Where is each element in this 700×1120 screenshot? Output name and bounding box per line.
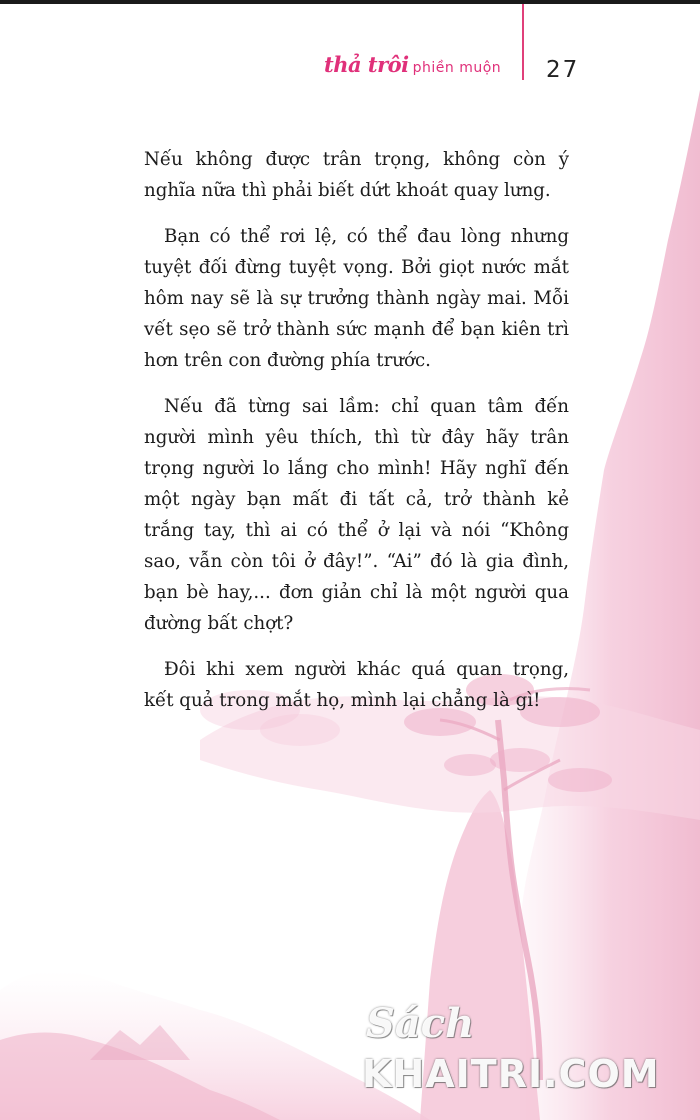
paragraph: Nếu đã từng sai lầm: chỉ quan tâm đến người mình yêu thích, thì từ đây hãy trân trọng người lo lắng cho mình! Hãy nghĩ đến một ngày bạn mất đi tất cả, trở thành kẻ trắng tay, thì ai có thể ở lại và nói “Không sao, vẫn còn tôi ở đây!”. “Ai” đó là gia đình, bạn bè hay,... đơn giản chỉ là một người qua đường bất chợt? xyxy=(144,396,569,634)
header-divider xyxy=(522,4,524,80)
book-title-header xyxy=(324,52,501,82)
book-title-script: thả trôi xyxy=(324,52,409,77)
paragraph: Nếu không được trân trọng, không còn ý nghĩa nữa thì phải biết dứt khoát quay lưng. xyxy=(144,149,569,201)
publisher-watermark xyxy=(360,1000,690,1110)
page-body xyxy=(144,144,569,731)
paragraph: Bạn có thể rơi lệ, có thể đau lòng nhưng tuyệt đối đừng tuyệt vọng. Bởi giọt nước mắt hôm nay sẽ là sự trưởng thành ngày mai. Mỗi vết sẹo sẽ trở thành sức mạnh để bạn kiên trì hơn trên con đường phía trước. xyxy=(144,226,569,371)
page-number: 27 xyxy=(546,57,580,83)
watermark-domain: KHAITRI.COM xyxy=(362,1052,660,1096)
book-title-plain: phiền muộn xyxy=(412,60,502,76)
top-rule xyxy=(0,0,700,4)
paragraph: Đôi khi xem người khác quá quan trọng, kết quả trong mắt họ, mình lại chẳng là gì! xyxy=(144,659,569,711)
watermark-script: Sách xyxy=(366,1000,475,1047)
